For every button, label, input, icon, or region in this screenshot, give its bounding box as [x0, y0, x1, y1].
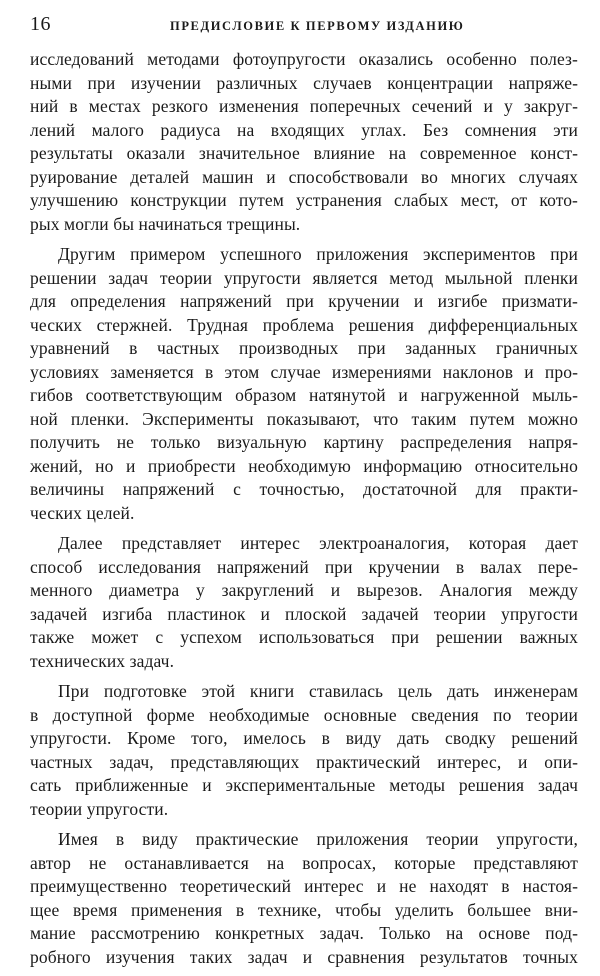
text-line: величины напряжений с точностью, достаточной для практи-	[30, 479, 578, 499]
text-line: Имея в виду практические приложения теории упругости,	[58, 829, 578, 849]
text-line: жений, но и приобрести необходимую информацию относительно	[30, 455, 578, 476]
body-text	[30, 48, 578, 976]
running-head: ПРЕДИСЛОВИЕ К ПЕРВОМУ ИЗДАНИЮ	[170, 19, 465, 33]
text-line: руирование деталей машин и способствовали во многих случаях	[30, 166, 578, 187]
text-line: робного изучения таких задач и сравнения результатов точных	[30, 946, 578, 967]
text-line: улучшению конструкции путем устранения слабых мест, от кото-	[30, 190, 578, 210]
text-line: ческих стержней. Трудная проблема решения дифференциальных	[30, 314, 578, 335]
text-line: теории упругости.	[30, 798, 169, 819]
text-line: Другим примером успешного приложения экспериментов при	[58, 244, 578, 264]
text-line: в доступной форме необходимые основные сведения по теории	[30, 704, 578, 725]
text-line: технических задач.	[30, 650, 175, 671]
text-line: уравнений в частных производных при заданных граничных	[30, 338, 578, 358]
text-line: щее время применения в технике, чтобы уделить большее вни-	[30, 899, 578, 920]
paragraph	[30, 532, 578, 673]
text-line: менного диаметра у закруглений и вырезов. Аналогия между	[30, 580, 578, 600]
text-line: способ исследования напряжений при кручении в валах пере-	[30, 556, 578, 577]
text-line: автор не останавливается на вопросах, которые представляют	[30, 852, 578, 873]
text-line: результаты оказали значительное влияние на современное конст-	[30, 143, 578, 163]
text-line: лений малого радиуса на входящих углах. Без сомнения эти	[30, 119, 578, 140]
text-line: ний в местах резкого изменения поперечных сечений и у закруг-	[30, 96, 578, 116]
text-line: мание рассмотрению конкретных задач. Только на основе под-	[30, 923, 578, 943]
text-line: рых могли бы начинаться трещины.	[30, 213, 301, 234]
text-line: ными при изучении различных случаев концентрации напряже-	[30, 72, 578, 93]
paragraph	[30, 828, 578, 969]
text-line: условиях заменяется в этом случае измерениями наклонов и про-	[30, 361, 578, 382]
paragraph	[30, 243, 578, 525]
text-line: Далее представляет интерес электроаналогия, которая дает	[58, 533, 578, 553]
text-line: для определения напряжений при кручении и изгибе призмати-	[30, 291, 578, 311]
text-line: сать приближенные и экспериментальные методы решения задач	[30, 775, 578, 795]
text-line: преимущественно теоретический интерес и не находят в настоя-	[30, 876, 578, 896]
text-line: исследований методами фотоупругости оказались особенно полез-	[30, 49, 578, 69]
text-line: частных задач, представляющих практический интерес, и опи-	[30, 751, 578, 772]
paragraph	[30, 48, 578, 236]
page-number: 16	[30, 13, 51, 35]
text-line: ческих целей.	[30, 502, 135, 523]
paragraph	[30, 680, 578, 821]
text-line: упругости. Кроме того, имелось в виду дать сводку решений	[30, 728, 578, 748]
text-line: решении задач теории упругости является метод мыльной пленки	[30, 267, 578, 288]
text-line: также может с успехом использоваться при решении важных	[30, 627, 578, 647]
text-line: получить не только визуальную картину распределения напря-	[30, 432, 578, 452]
text-line: гибов соответствующим образом натянутой и нагруженной мыль-	[30, 385, 578, 405]
text-line: задачей изгиба пластинок и плоской задачей теории упругости	[30, 603, 578, 624]
text-line: При подготовке этой книги ставилась цель дать инженерам	[58, 681, 578, 701]
text-line: ной пленки. Эксперименты показывают, что таким путем можно	[30, 408, 578, 429]
